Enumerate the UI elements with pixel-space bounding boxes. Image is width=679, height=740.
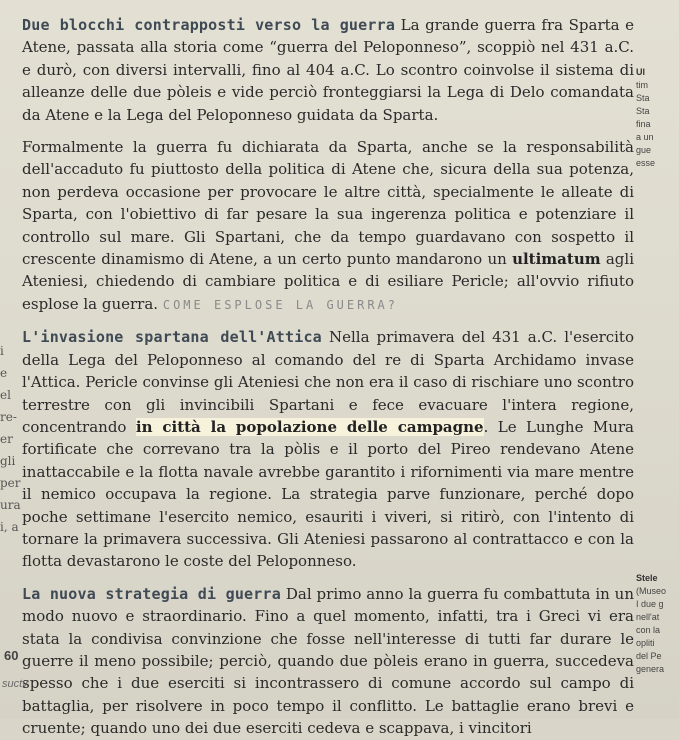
right-fragment: con la (636, 625, 661, 635)
left-fragment: er (0, 432, 13, 446)
right-margin-top (636, 66, 679, 170)
main-text-column (22, 14, 634, 740)
right-margin-bottom (636, 572, 679, 676)
right-fragment: genera (636, 664, 665, 674)
left-margin-fragments (0, 340, 22, 538)
page-number: 60 (4, 648, 19, 663)
bottom-margin-note: suctv (2, 678, 28, 690)
paragraph-text: agli Ateniesi, chiedendo di cambiare politica e di esiliare Pericle; all'ovvio rifiuto esplose la guerra. (22, 250, 634, 313)
right-fragment: Sta (636, 106, 650, 116)
right-fragment: Sta (636, 93, 650, 103)
pencil-annotation: COME ESPLOSE LA GUERRA? (162, 297, 399, 312)
paragraph-blocchi (22, 14, 634, 126)
left-fragment: i, a (0, 520, 19, 534)
left-fragment: gli (0, 454, 16, 468)
left-fragment: el (0, 388, 11, 402)
right-fragment: (Museo (636, 586, 667, 596)
paragraph-text: Dal primo anno la guerra fu combattuta in un modo nuovo e straordinario. Fino a quel momento, infatti, tra i Greci vi era stata la condivisa convinzione che fosse nell'interesse di tutti far durare le guerre il meno possibile; perciò, quando due pòleis erano in guerra, succedeva spesso che i due eserciti si incontrassero di comune accordo sul campo di battaglia, per risolvere in poco tempo il conflitto. Le battaglie erano brevi e cruente; quando uno dei due eserciti cedeva e scappava, i vincitori (22, 584, 634, 738)
right-fragment: opliti (636, 638, 655, 648)
right-fragment: Ul (636, 67, 645, 77)
right-fragment: fina (636, 119, 651, 129)
paragraph-text: Nella primavera del 431 a.C. l'esercito della Lega del Peloponneso al comando del re di Sparta Archidamo invase l'Attica. Pericle convinse gli Ateniesi che non era il caso di rischiare uno scontro terrestre con gli invincibili Spartani e fece evacuare l'intera regione, concentrando (22, 328, 634, 436)
stele-caption-title: Stele (636, 573, 658, 583)
keyword-ultimatum: ultimatum (512, 250, 601, 269)
left-fragment: i (0, 344, 4, 358)
keyword-highlight: in città la popolazione delle campagne (135, 417, 484, 436)
paragraph-text: Formalmente la guerra fu dichiarata da Sparta, anche se la responsabilità dell'accaduto fu piuttosto della politica di Atene che, sicura della sua potenza, non perdeva occasione per provocare le altre città, specialmente le alleate di Sparta, con l'obiettivo di far pesare la sua ingerenza politica e potenziare il controllo sul mare. Gli Spartani, che da tempo guardavano con sospetto il crescente dinamismo di Atene, a un certo punto mandarono un (22, 138, 634, 269)
section-heading-strategia: La nuova strategia di guerra (22, 584, 281, 603)
paragraph-invasione (22, 326, 634, 572)
right-fragment: gue (636, 145, 652, 155)
paragraph-text: La grande guerra fra Sparta e Atene, passata alla storia come “guerra del Peloponneso”, scoppiò nel 431 a.C. e durò, con diversi intervalli, fino al 404 a.C. Lo scontro coinvolse il sistema di alleanze delle due pòleis e vide perciò fronteggiarsi la Lega di Delo comandata da Atene e la Lega del Peloponneso guidata da Sparta. (22, 16, 634, 124)
right-fragment: a un (636, 132, 654, 142)
section-heading-blocchi: Due blocchi contrapposti verso la guerra (22, 16, 396, 34)
paragraph-strategia (22, 583, 634, 740)
paragraph-formalmente (22, 136, 634, 316)
left-fragment: ura (0, 498, 21, 512)
left-fragment: e (0, 366, 8, 380)
right-fragment: I due g (636, 599, 664, 609)
right-fragment: del Pe (636, 651, 662, 661)
right-fragment: tim (636, 80, 648, 90)
left-fragment: re- (0, 410, 17, 424)
paragraph-text: . Le Lunghe Mura fortificate che correvano tra la pòlis e il porto del Pireo rendevano Atene inattaccabile e la flotta navale avrebbe garantito i rifornimenti via mare mentre il nemico occupava la regione. La strategia parve funzionare, perché dopo poche settimane l'esercito nemico, esauriti i viveri, si ritirò, con l'intento di tornare la primavera successiva. Gli Ateniesi passarono al contrattacco e con la flotta devastarono le coste del Peloponneso. (22, 417, 635, 571)
right-fragment: esse (636, 158, 656, 168)
section-heading-invasione: L'invasione spartana dell'Attica (22, 328, 322, 347)
right-fragment: nell'at (636, 612, 660, 622)
left-fragment: per (0, 476, 21, 490)
